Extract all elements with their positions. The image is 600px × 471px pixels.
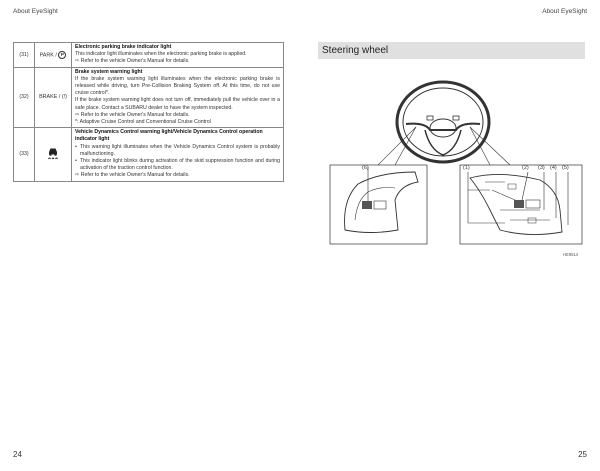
- row-reference: ⇨ Refer to the vehicle Owner's Manual for details.: [75, 172, 190, 179]
- callout-1: (1): [463, 165, 470, 171]
- right-page-number: 25: [578, 450, 587, 459]
- right-running-header: About EyeSight: [542, 8, 587, 15]
- icon-label: PARK /: [39, 52, 57, 59]
- park-indicator-icon: [35, 43, 72, 68]
- row-title: Vehicle Dynamics Control warning light/Vehicle Dynamics Control operation indicator light: [75, 129, 263, 143]
- row-bullet: • This indicator light blinks during activation of the skid suppression function and during activation of the traction control function.: [75, 158, 280, 172]
- row-description: [72, 43, 284, 68]
- row-text: If the brake system warning light illuminates when the electronic parking brake is released while driving, turn Pre-Collision Braking System off. At this time, do not use cruise control*.: [75, 75, 280, 97]
- section-title: Steering wheel: [318, 42, 585, 59]
- row-title: Electronic parking brake indicator light: [75, 44, 172, 50]
- icon-label: BRAKE /: [39, 94, 61, 101]
- row-description: [72, 128, 284, 181]
- callout-2: (2): [522, 165, 529, 171]
- figure-id: HE9514: [563, 252, 579, 257]
- row-number: (31): [14, 43, 35, 68]
- row-footnote: *: Adaptive Cruise Control and Conventional Cruise Control: [75, 119, 211, 126]
- table-row: [14, 67, 284, 128]
- row-bullet: • This warning light illuminates when the Vehicle Dynamics Control system is probably malfunctioning.: [75, 144, 280, 158]
- table-row: [14, 43, 284, 68]
- row-reference: ⇨ Refer to the vehicle Owner's Manual for details.: [75, 58, 190, 65]
- p-symbol-icon: P: [58, 51, 66, 59]
- row-text: This indicator light illuminates when the electronic parking brake is applied.: [75, 51, 247, 58]
- row-number: (32): [14, 67, 35, 128]
- callout-4: (4): [550, 165, 557, 171]
- vehicle-skid-icon: [35, 128, 72, 181]
- callout-6: (6): [362, 165, 369, 171]
- row-description: [72, 67, 284, 128]
- callout-5: (5): [562, 165, 569, 171]
- steering-wheel-figure: [300, 60, 600, 270]
- left-page-number: 24: [13, 450, 22, 459]
- row-number: (33): [14, 128, 35, 181]
- left-running-header: About EyeSight: [13, 8, 58, 15]
- row-title: Brake system warning light: [75, 68, 143, 75]
- indicator-table: [13, 42, 284, 182]
- exclamation-circle-icon: (!): [61, 94, 67, 101]
- table-row: [14, 128, 284, 181]
- callout-3: (3): [538, 165, 545, 171]
- row-text: If the brake system warning light does not turn off, immediately pull the vehicle over in a safe place. Contact a SUBARU dealer to have the system inspected.: [75, 97, 280, 111]
- row-reference: ⇨ Refer to the vehicle Owner's Manual for details.: [75, 111, 190, 118]
- brake-warning-icon: [35, 67, 72, 128]
